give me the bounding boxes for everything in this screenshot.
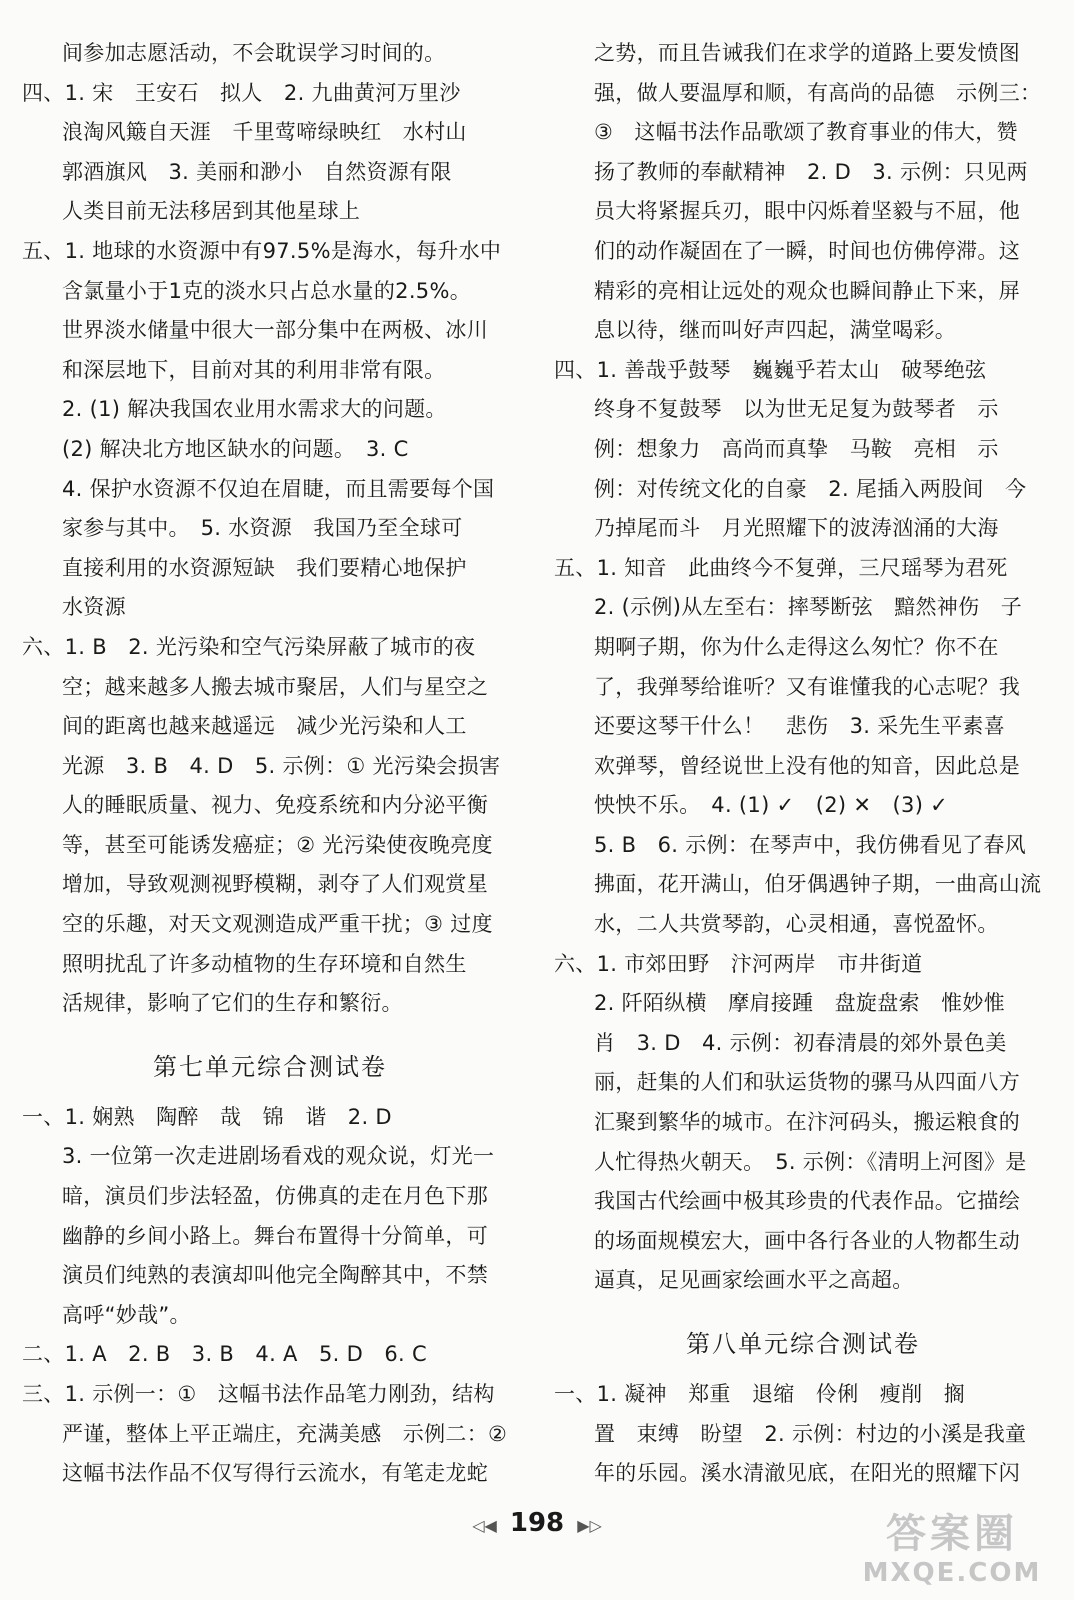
left-answer-block-2: [22, 1098, 518, 1494]
text-line: 3. 一位第一次走进剧场看戏的观众说，灯光一: [62, 1144, 495, 1169]
text-line: 强，做人要温厚和顺，有高尚的品德 示例三：: [594, 80, 1042, 105]
text-line: 人类目前无法移居到其他星球上: [62, 199, 361, 224]
text-line: 汇聚到繁华的城市。在汴河码头，搬运粮食的: [594, 1110, 1020, 1135]
text-line: 人的睡眠质量、视力、免疫系统和内分泌平衡: [62, 793, 488, 818]
text-line: 五、1. 知音 此曲终今不复弹，三尺瑶琴为君死: [554, 555, 1008, 580]
text-line: 空的乐趣，对天文观测造成严重干扰；③ 过度: [62, 912, 493, 937]
text-line: 2. 阡陌纵横 摩肩接踵 盘旋盘索 惟妙惟: [594, 991, 1006, 1016]
text-line: 浪淘风簸自天涯 千里莺啼绿映红 水村山: [62, 120, 467, 145]
text-line: 怏怏不乐。 4. (1) ✓ (2) ✕ (3) ✓: [594, 793, 949, 818]
text-line: 间参加志愿活动，不会耽误学习时间的。: [62, 41, 446, 65]
text-line: 暗，演员们步法轻盈，仿佛真的走在月色下那: [62, 1184, 488, 1209]
right-column: [554, 34, 1052, 1494]
watermark-logo: [852, 1510, 1052, 1594]
text-line: 肖 3. D 4. 示例：初春清晨的郊外景色美: [594, 1030, 1007, 1055]
text-line: 等，甚至可能诱发癌症；② 光污染使夜晚亮度: [62, 832, 493, 857]
text-line: 我国古代绘画中极其珍贵的代表作品。它描绘: [594, 1189, 1020, 1214]
text-line: 五、1. 地球的水资源中有97.5%是海水，每升水中: [22, 238, 502, 263]
text-line: 终身不复鼓琴 以为世无足复为鼓琴者 示: [594, 397, 999, 422]
text-line: 二、1. A 2. B 3. B 4. A 5. D 6. C: [22, 1342, 427, 1367]
text-line: 员大将紧握兵刃，眼中闪烁着坚毅与不屈，他: [594, 199, 1020, 224]
text-line: 一、1. 娴熟 陶醉 哉 锦 谐 2. D: [22, 1104, 392, 1129]
text-line: 的场面规模宏大，画中各行各业的人物都生动: [594, 1228, 1020, 1253]
text-line: 三、1. 示例一：① 这幅书法作品笔力刚劲，结构: [22, 1382, 495, 1406]
text-line: 了，我弹琴给谁听？又有谁懂我的心志呢？我: [594, 674, 1020, 699]
text-line: 欢弹琴，曾经说世上没有他的知音，因此总是: [594, 753, 1020, 778]
watermark-text: 答案圈: [886, 1511, 1018, 1557]
text-line: 四、1. 宋 王安石 拟人 2. 九曲黄河万里沙: [22, 80, 461, 105]
text-line: 水，二人共赏琴韵，心灵相通，喜悦盈怀。: [594, 912, 999, 937]
text-line: 家参与其中。 5. 水资源 我国乃至全球可: [62, 516, 463, 541]
text-line: 世界淡水储量中很大一部分集中在两极、冰川: [62, 318, 488, 343]
text-line: 精彩的亮相让远处的观众也瞬间静止下来，屏: [594, 278, 1020, 303]
text-line: 2. (示例)从左至右：摔琴断弦 黯然神伤 子: [594, 595, 1022, 620]
text-line: 直接利用的水资源短缺 我们要精心地保护: [62, 555, 467, 580]
text-line: 5. B 6. 示例：在琴声中，我仿佛看见了春风: [594, 832, 1027, 857]
text-line: 六、1. 市郊田野 汴河两岸 市井街道: [554, 951, 923, 976]
text-line: 例：对传统文化的自豪 2. 尾插入两股间 今: [594, 476, 1027, 501]
text-line: 照明扰乱了许多动植物的生存环境和自然生: [62, 951, 467, 976]
text-line: 逼真，足见画家绘画水平之高超。: [594, 1268, 914, 1293]
text-line: 严谨，整体上平正端庄，充满美感 示例二：②: [62, 1421, 508, 1446]
text-line: 空；越来越多人搬去城市聚居，人们与星空之: [62, 674, 488, 699]
text-line: 演员们纯熟的表演却叫他完全陶醉其中，不禁: [62, 1263, 488, 1288]
text-line: 间的距离也越来越遥远 减少光污染和人工: [62, 714, 467, 739]
text-line: ③ 这幅书法作品歌颂了教育事业的伟大，赞: [594, 120, 1018, 145]
text-line: 扬了教师的奉献精神 2. D 3. 示例：只见两: [594, 159, 1028, 184]
page-number: 198: [509, 1508, 565, 1538]
text-line: (2) 解决北方地区缺水的问题。 3. C: [62, 436, 409, 461]
text-line: 幽静的乡间小路上。舞台布置得十分简单，可: [62, 1223, 488, 1248]
watermark-url: MXQE.COM: [862, 1558, 1042, 1588]
left-answer-block-1: [22, 34, 518, 1024]
text-line: 4. 保护水资源不仅迫在眉睫，而且需要每个国: [62, 476, 495, 501]
text-line: 六、1. B 2. 光污染和空气污染屏蔽了城市的夜: [22, 634, 476, 659]
text-line: 丽，赶集的人们和驮运货物的骡马从四面八方: [594, 1070, 1020, 1095]
text-line: 含氯量小于1克的淡水只占总水量的2.5%。: [62, 278, 472, 303]
text-line: 活规律，影响了它们的生存和繁衍。: [62, 991, 403, 1016]
text-line: 这幅书法作品不仅写得行云流水，有笔走龙蛇: [62, 1461, 488, 1486]
text-line: 人忙得热火朝天。 5. 示例：《清明上河图》是: [594, 1149, 1027, 1174]
text-line: 期啊子期，你为什么走得这么匆忙？你不在: [594, 634, 999, 659]
prev-arrows-icon: ◁◀: [472, 1516, 497, 1535]
text-line: 四、1. 善哉乎鼓琴 巍巍乎若太山 破琴绝弦: [554, 357, 987, 382]
text-line: 还要这琴干什么！ 悲伤 3. 采先生平素喜: [594, 714, 1006, 739]
text-line: 息以待，继而叫好声四起，满堂喝彩。: [594, 318, 957, 343]
text-line: 们的动作凝固在了一瞬，时间也仿佛停滞。这: [594, 238, 1020, 263]
left-column: [22, 34, 518, 1494]
text-line: 高呼“妙哉”。: [62, 1302, 191, 1327]
text-line: 水资源: [62, 595, 126, 620]
text-line: 乃掉尾而斗 月光照耀下的波涛汹涌的大海: [594, 516, 999, 541]
text-line: 置 束缚 盼望 2. 示例：村边的小溪是我童: [594, 1421, 1027, 1446]
text-line: 增加，导致观测视野模糊，剥夺了人们观赏星: [62, 872, 488, 897]
right-answer-block-2: [554, 1375, 1052, 1494]
text-line: 光源 3. B 4. D 5. 示例：① 光污染会损害: [62, 753, 501, 778]
next-arrows-icon: ▶▷: [577, 1516, 602, 1535]
text-line: 之势，而且告诫我们在求学的道路上要发愤图: [594, 41, 1020, 65]
text-line: 2. (1) 解决我国农业用水需求大的问题。: [62, 397, 447, 422]
text-line: 和深层地下，目前对其的利用非常有限。: [62, 357, 446, 382]
text-line: 拂面，花开满山，伯牙偶遇钟子期，一曲高山流: [594, 872, 1042, 897]
text-line: 郭酒旗风 3. 美丽和渺小 自然资源有限: [62, 159, 452, 184]
text-line: 年的乐园。溪水清澈见底，在阳光的照耀下闪: [594, 1461, 1020, 1486]
right-answer-block-1: [554, 34, 1052, 1301]
text-line: 例：想象力 高尚而真挚 马鞍 亮相 示: [594, 436, 999, 461]
section-title-unit-7: 第七单元综合测试卷: [153, 1052, 387, 1081]
text-line: 一、1. 凝神 郑重 退缩 伶俐 瘦削 搁: [554, 1382, 966, 1406]
section-title-unit-8: 第八单元综合测试卷: [686, 1330, 920, 1358]
